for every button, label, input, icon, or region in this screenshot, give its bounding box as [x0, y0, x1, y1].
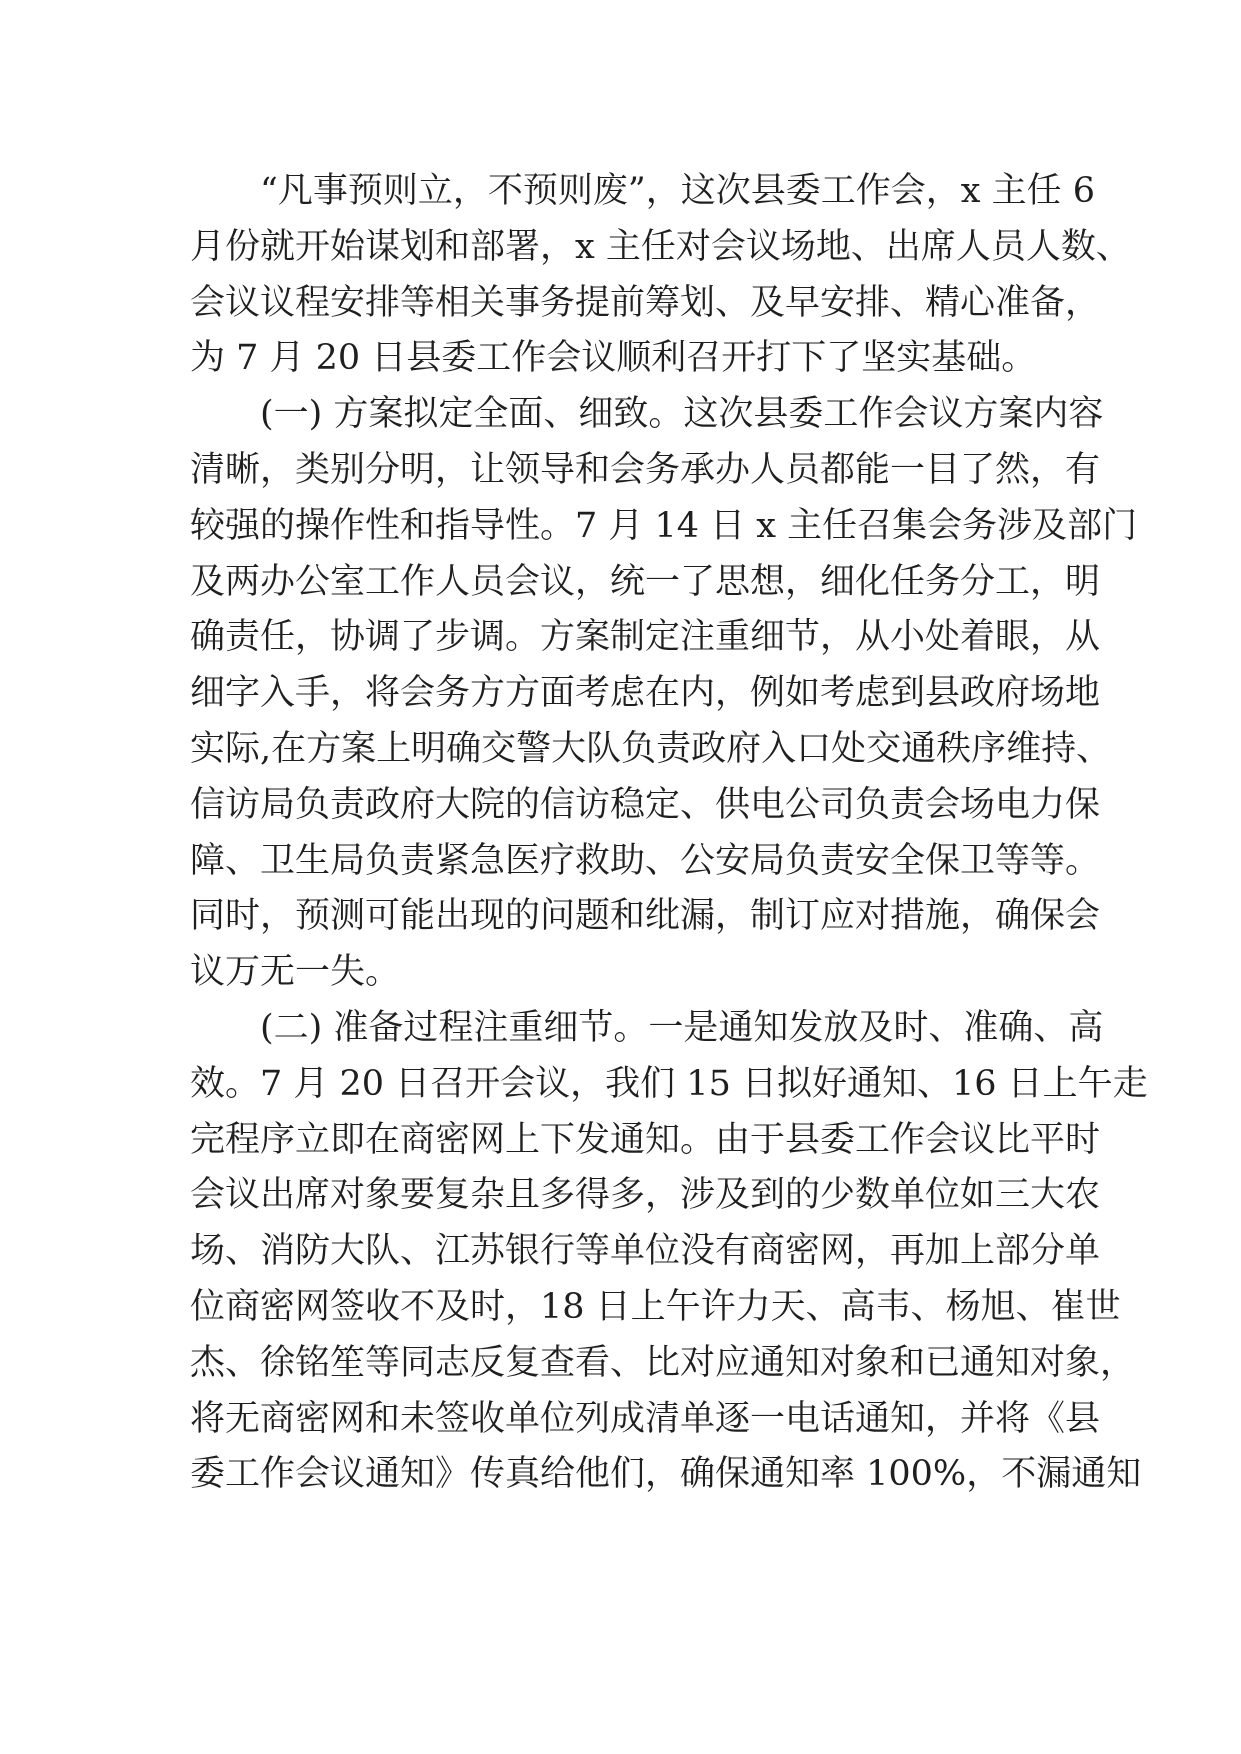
paragraph-line: 杰、徐铭笙等同志反复查看、比对应通知对象和已通知对象， — [190, 1343, 1136, 1383]
paragraph-line: 实际,在方案上明确交警大队负责政府入口处交通秩序维持、 — [190, 729, 1112, 769]
paragraph-line: 细字入手，将会务方方面考虑在内，例如考虑到县政府场地 — [190, 673, 1101, 713]
paragraph-line: 完程序立即在商密网上下发通知。由于县委工作会议比平时 — [190, 1120, 1101, 1160]
paragraph-line: 清晰，类别分明，让领导和会务承办人员都能一目了然，有 — [190, 450, 1101, 490]
paragraph-line: (二) 准备过程注重细节。一是通知发放及时、准确、高 — [260, 1008, 1104, 1048]
paragraph-line: 议万无一失。 — [190, 952, 401, 992]
paragraph-line: 较强的操作性和指导性。7 月 14 日 x 主任召集会务涉及部门 — [190, 506, 1138, 546]
paragraph-line: 同时，预测可能出现的问题和纰漏，制订应对措施，确保会 — [190, 896, 1101, 936]
paragraph-line: 障、卫生局负责紧急医疗救助、公安局负责安全保卫等等。 — [190, 841, 1101, 881]
paragraph-line: (一) 方案拟定全面、细致。这次县委工作会议方案内容 — [260, 394, 1104, 434]
paragraph-line: 月份就开始谋划和部署，x 主任对会议场地、出席人员人数、 — [190, 227, 1131, 267]
paragraph-line: “凡事预则立，不预则废”，这次县委工作会，x 主任 6 — [260, 171, 1096, 211]
paragraph-line: 确责任，协调了步调。方案制定注重细节，从小处着眼，从 — [190, 617, 1101, 657]
paragraph-line: 为 7 月 20 日县委工作会议顺利召开打下了坚实基础。 — [190, 338, 1037, 378]
paragraph-line: 场、消防大队、江苏银行等单位没有商密网，再加上部分单 — [190, 1231, 1101, 1271]
paragraph-line: 会议议程安排等相关事务提前筹划、及早安排、精心准备， — [190, 283, 1101, 323]
paragraph-line: 会议出席对象要复杂且多得多，涉及到的少数单位如三大农 — [190, 1175, 1101, 1215]
paragraph-line: 位商密网签收不及时，18 日上午许力天、高韦、杨旭、崔世 — [190, 1287, 1121, 1327]
paragraph-line: 信访局负责政府大院的信访稳定、供电公司负责会场电力保 — [190, 785, 1101, 825]
paragraph-line: 及两办公室工作人员会议，统一了思想，细化任务分工，明 — [190, 562, 1101, 602]
paragraph-line: 效。7 月 20 日召开会议，我们 15 日拟好通知、16 日上午走 — [190, 1064, 1148, 1104]
paragraph-line: 委工作会议通知》传真给他们，确保通知率 100%，不漏通知 — [190, 1454, 1142, 1494]
paragraph-line: 将无商密网和未签收单位列成清单逐一电话通知，并将《县 — [190, 1399, 1101, 1439]
